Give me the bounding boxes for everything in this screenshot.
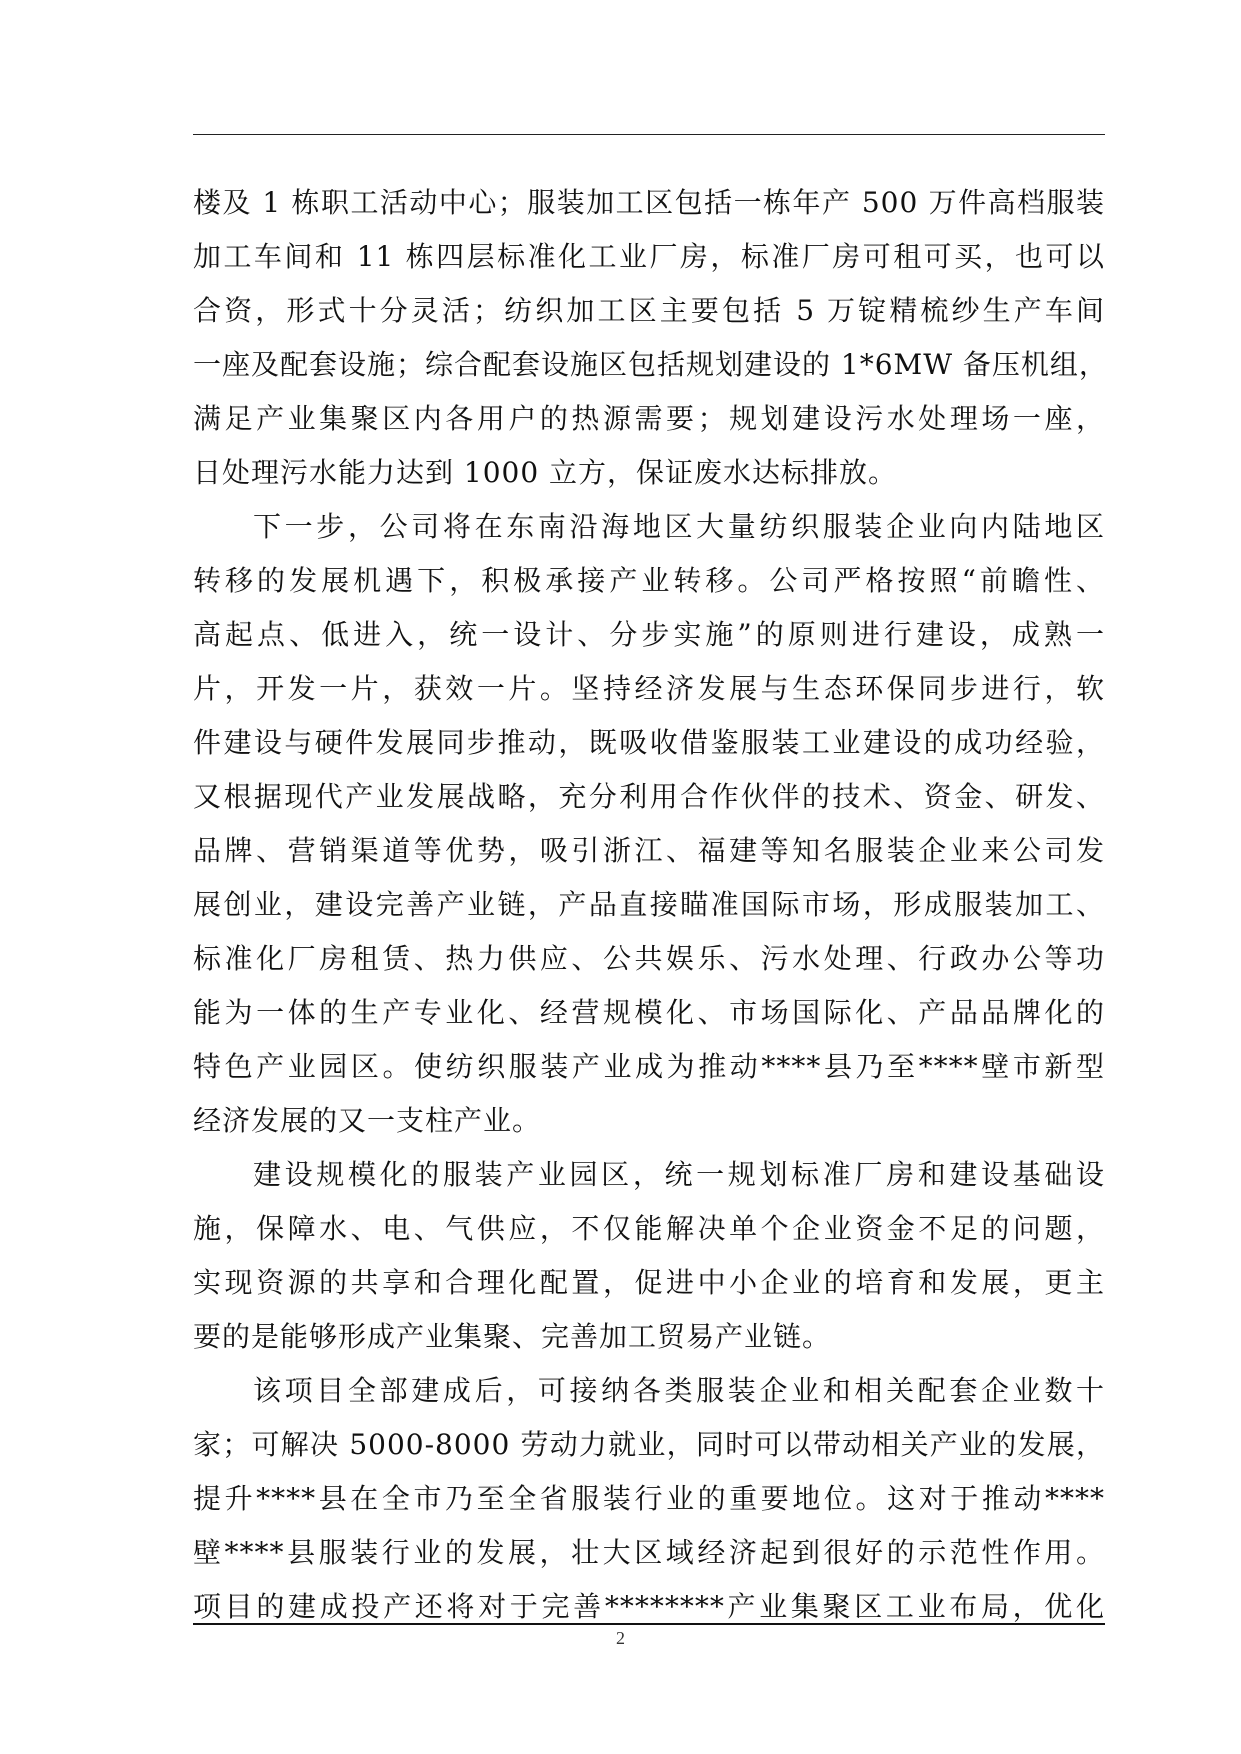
text-line: 件建设与硬件发展同步推动，既吸收借鉴服装工业建设的成功经验， bbox=[193, 726, 1105, 759]
text-line: 片，开发一片，获效一片。坚持经济发展与生态环保同步进行，软 bbox=[193, 672, 1105, 705]
text-line: 经济发展的又一支柱产业。 bbox=[193, 1104, 542, 1137]
text-line: 一座及配套设施；综合配套设施区包括规划建设的 1*6MW 备压机组， bbox=[193, 348, 1108, 381]
footer-rule bbox=[193, 1623, 1105, 1625]
text-line: 高起点、低进入，统一设计、分步实施”的原则进行建设，成熟一 bbox=[193, 618, 1105, 651]
text-line: 日处理污水能力达到 1000 立方，保证废水达标排放。 bbox=[193, 456, 898, 489]
header-rule bbox=[193, 134, 1105, 135]
text-line: 标准化厂房租赁、热力供应、公共娱乐、污水处理、行政办公等功 bbox=[193, 942, 1105, 975]
text-line: 该项目全部建成后，可接纳各类服装企业和相关配套企业数十 bbox=[253, 1374, 1105, 1407]
text-line: 满足产业集聚区内各用户的热源需要；规划建设污水处理场一座， bbox=[193, 402, 1105, 435]
text-line: 要的是能够形成产业集聚、完善加工贸易产业链。 bbox=[193, 1320, 832, 1353]
text-line: 壁****县服装行业的发展，壮大区域经济起到很好的示范性作用。 bbox=[193, 1536, 1105, 1569]
text-line: 实现资源的共享和合理化配置，促进中小企业的培育和发展，更主 bbox=[193, 1266, 1105, 1299]
text-line: 下一步，公司将在东南沿海地区大量纺织服装企业向内陆地区 bbox=[253, 510, 1105, 543]
paragraph-3 bbox=[193, 1148, 1105, 1364]
text-line: 提升****县在全市乃至全省服装行业的重要地位。这对于推动**** bbox=[193, 1482, 1105, 1515]
page-number: 2 bbox=[616, 1628, 625, 1648]
text-line: 特色产业园区。使纺织服装产业成为推动****县乃至****壁市新型 bbox=[193, 1050, 1105, 1083]
text-line: 转移的发展机遇下，积极承接产业转移。公司严格按照“前瞻性、 bbox=[193, 564, 1105, 597]
text-line: 施，保障水、电、气供应，不仅能解决单个企业资金不足的问题， bbox=[193, 1212, 1105, 1245]
text-line: 合资，形式十分灵活；纺织加工区主要包括 5 万锭精梳纱生产车间 bbox=[193, 294, 1105, 327]
paragraph-4 bbox=[193, 1364, 1105, 1634]
document-body bbox=[193, 176, 1108, 1634]
text-line: 又根据现代产业发展战略，充分利用合作伙伴的技术、资金、研发、 bbox=[193, 780, 1105, 813]
paragraph-2 bbox=[193, 500, 1105, 1148]
text-line: 展创业，建设完善产业链，产品直接瞄准国际市场，形成服装加工、 bbox=[193, 888, 1105, 921]
text-line: 加工车间和 11 栋四层标准化工业厂房，标准厂房可租可买，也可以 bbox=[193, 240, 1105, 273]
text-line: 品牌、营销渠道等优势，吸引浙江、福建等知名服装企业来公司发 bbox=[193, 834, 1105, 867]
text-line: 楼及 1 栋职工活动中心；服装加工区包括一栋年产 500 万件高档服装 bbox=[193, 186, 1105, 219]
text-line: 建设规模化的服装产业园区，统一规划标准厂房和建设基础设 bbox=[253, 1158, 1105, 1191]
text-line: 能为一体的生产专业化、经营规模化、市场国际化、产品品牌化的 bbox=[193, 996, 1105, 1029]
text-line: 项目的建成投产还将对于完善********产业集聚区工业布局，优化 bbox=[193, 1590, 1105, 1623]
paragraph-1 bbox=[193, 176, 1108, 500]
text-line: 家；可解决 5000-8000 劳动力就业，同时可以带动相关产业的发展， bbox=[193, 1428, 1105, 1461]
